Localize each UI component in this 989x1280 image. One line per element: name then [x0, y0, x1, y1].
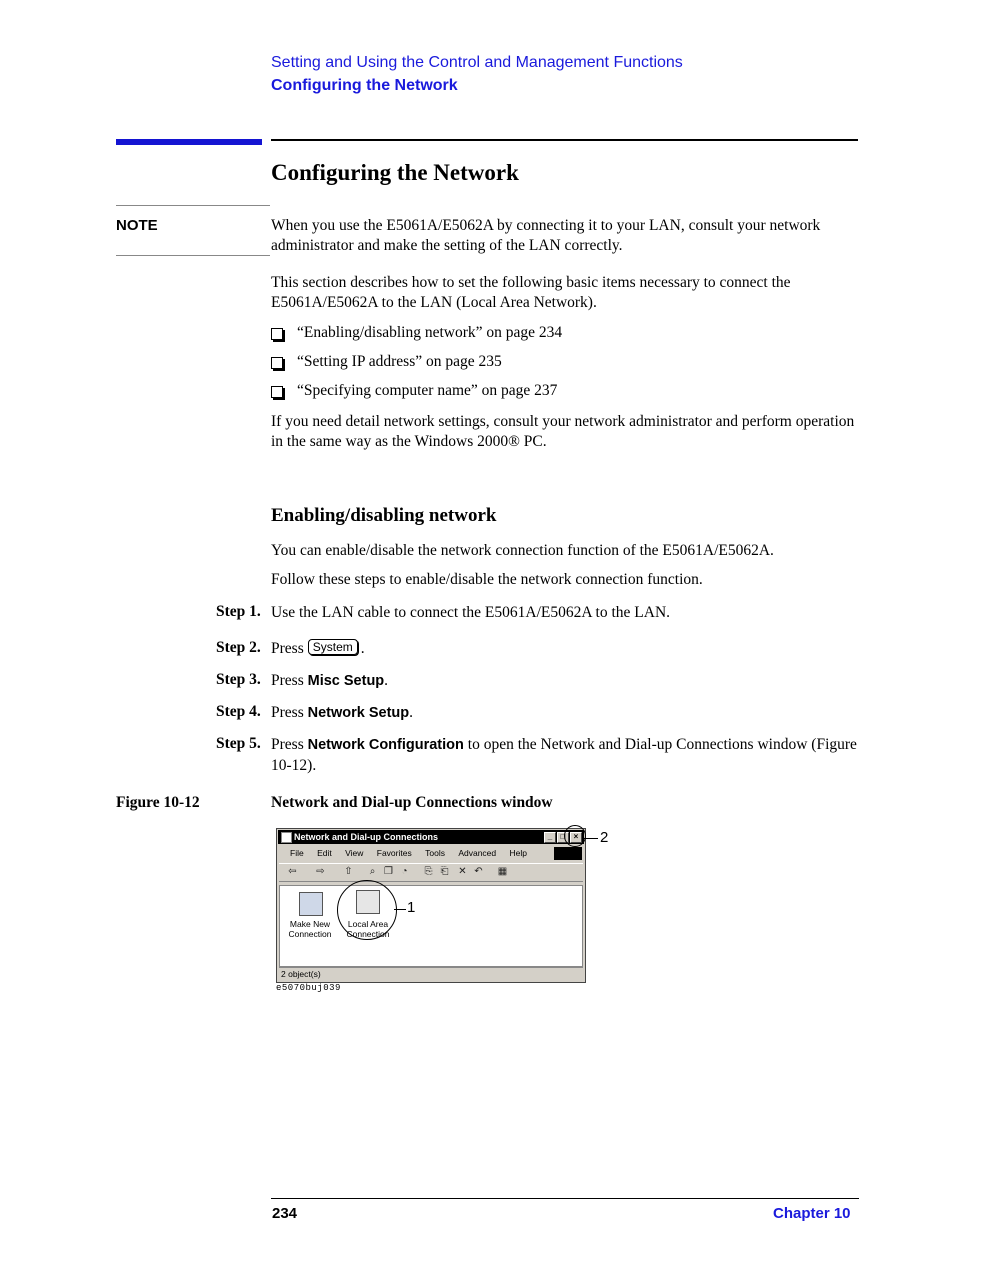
step-text [271, 671, 861, 692]
maximize-icon[interactable]: □ [557, 832, 569, 843]
step-punct: . [384, 672, 389, 689]
checkbox-bullet-icon [271, 386, 283, 398]
menu-advanced[interactable]: Advanced [458, 848, 497, 858]
search-icon[interactable]: ⌕ [369, 866, 376, 877]
menu-help[interactable]: Help [509, 848, 527, 858]
history-icon[interactable]: ◔ [401, 866, 408, 877]
menu-tools[interactable]: Tools [425, 848, 445, 858]
running-header-section: Setting and Using the Control and Management Functions [271, 54, 683, 71]
step-verb: Press [271, 704, 304, 721]
views-icon[interactable]: ▦ [497, 866, 508, 877]
step-text: Use the LAN cable to connect the E5061A/E5062A to the LAN. [271, 604, 671, 621]
figure-code: e5070buj039 [276, 983, 341, 993]
step-label: Step 5. [216, 735, 261, 752]
step-continuation: to open the Network and Dial-up Connections window (Figure 10-12). [271, 736, 857, 774]
connections-list [279, 885, 583, 967]
undo-icon[interactable]: ↶ [474, 866, 483, 877]
up-folder-icon[interactable]: ⇧ [344, 866, 353, 877]
menu-view[interactable]: View [345, 848, 364, 858]
chapter-label: Chapter 10 [773, 1205, 851, 1222]
step-label: Step 3. [216, 671, 261, 688]
network-setup-softkey[interactable]: Network Setup [307, 705, 410, 721]
bullet-link-text[interactable]: “Enabling/disabling network” on page 234 [297, 324, 563, 341]
system-hardkey[interactable]: System [308, 639, 358, 655]
callout-circle-1 [337, 880, 397, 940]
bullet-item[interactable] [271, 324, 562, 342]
step-text [271, 703, 861, 724]
chapter-accent-bar [116, 139, 262, 145]
forward-icon[interactable]: ⇨ [316, 866, 325, 877]
windows-logo-icon [554, 847, 582, 860]
step-verb: Press [271, 736, 304, 753]
window-titlebar[interactable] [278, 830, 584, 844]
running-header-subsection: Configuring the Network [271, 77, 458, 94]
bullet-item[interactable] [271, 353, 502, 371]
bullet-link-text[interactable]: “Setting IP address” on page 235 [297, 353, 502, 370]
copy-to-icon[interactable]: ⎗ [440, 866, 449, 877]
checkbox-bullet-icon [271, 357, 283, 369]
checkbox-bullet-icon [271, 328, 283, 340]
network-configuration-softkey[interactable]: Network Configuration [307, 737, 464, 753]
menu-favorites[interactable]: Favorites [376, 848, 412, 858]
step-text [271, 639, 861, 659]
menu-bar [279, 846, 583, 860]
close-icon[interactable]: × [570, 832, 582, 843]
step-punct: . [360, 640, 365, 657]
note-label: NOTE [116, 217, 158, 234]
footer-rule [271, 1198, 859, 1199]
misc-setup-softkey[interactable]: Misc Setup [307, 673, 385, 689]
callout-number-1: 1 [407, 899, 416, 916]
delete-icon[interactable]: ✕ [458, 866, 467, 877]
folder-icon [281, 832, 292, 843]
status-bar: 2 object(s) [279, 967, 583, 980]
callout-line-1 [394, 909, 406, 910]
figure-label: Figure 10-12 [116, 794, 200, 811]
network-connections-window [276, 828, 586, 983]
step-verb: Press [271, 672, 304, 689]
callout-line-2 [584, 838, 598, 839]
intro-paragraph: This section describes how to set the following basic items necessary to connect the E5061A/E5062A to the LAN (Local Area Network). [271, 274, 791, 311]
note-top-rule [116, 205, 270, 206]
section-paragraph: Follow these steps to enable/disable the network connection function. [271, 571, 703, 588]
step-label: Step 1. [216, 603, 261, 620]
top-divider [271, 139, 858, 141]
detail-paragraph: If you need detail network settings, consult your network administrator and perform operation in the same way as the Windows 2000® PC. [271, 413, 855, 450]
step-label: Step 2. [216, 639, 261, 656]
note-text: When you use the E5061A/E5062A by connecting it to your LAN, consult your network administrator and make the setting of the LAN correctly. [271, 217, 821, 254]
make-new-connection-label[interactable]: Make New Connection [288, 919, 332, 939]
page-number: 234 [272, 1205, 298, 1222]
toolbar [279, 863, 583, 882]
page-title: Configuring the Network [271, 160, 519, 185]
window-title: Network and Dial-up Connections [294, 832, 439, 842]
callout-circle-2 [564, 825, 586, 847]
figure-title: Network and Dial-up Connections window [271, 794, 553, 811]
step-label: Step 4. [216, 703, 261, 720]
step-punct: . [409, 704, 413, 721]
step-text [271, 735, 861, 775]
move-to-icon[interactable]: ⎘ [424, 866, 433, 877]
folders-icon[interactable]: ❐ [384, 866, 393, 877]
minimize-icon[interactable]: _ [544, 832, 556, 843]
callout-number-2: 2 [600, 829, 609, 846]
step-verb: Press [271, 640, 304, 657]
bullet-link-text[interactable]: “Specifying computer name” on page 237 [297, 382, 558, 399]
section-paragraph: You can enable/disable the network connection function of the E5061A/E5062A. [271, 542, 774, 559]
section-heading: Enabling/disabling network [271, 505, 497, 526]
menu-edit[interactable]: Edit [317, 848, 332, 858]
local-area-connection-label[interactable]: Local Area Connection [346, 919, 390, 939]
bullet-item[interactable] [271, 382, 557, 400]
note-bottom-rule [116, 255, 270, 256]
menu-file[interactable]: File [290, 848, 304, 858]
make-new-connection-icon[interactable] [299, 892, 323, 916]
back-icon[interactable]: ⇦ [288, 866, 297, 877]
